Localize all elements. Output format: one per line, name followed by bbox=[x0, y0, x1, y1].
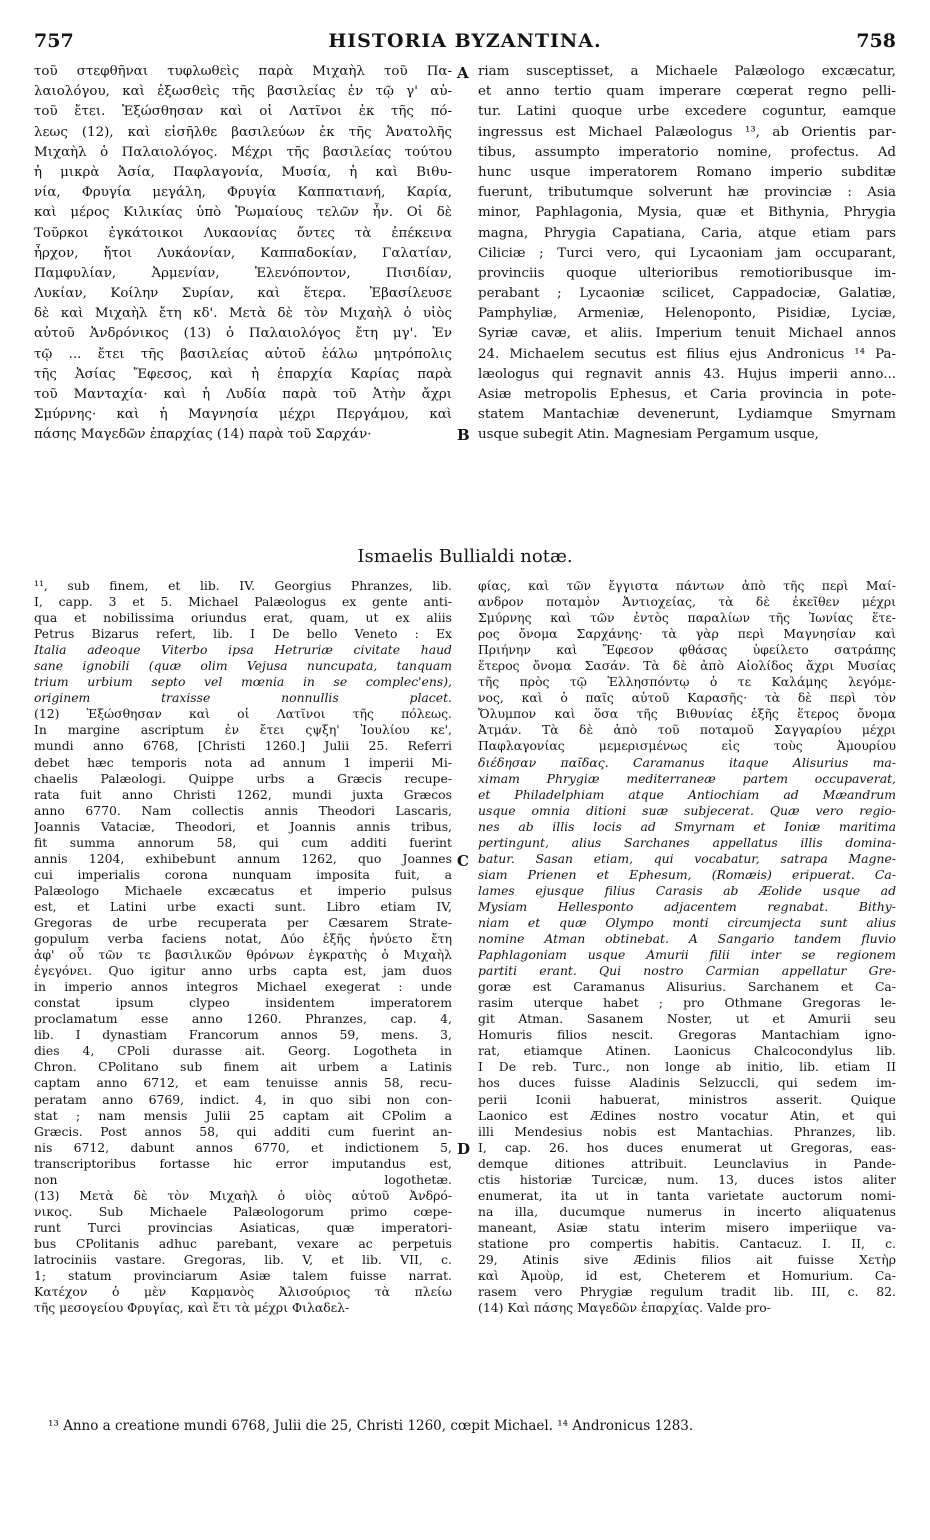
note-line: siam Prienen et Ephesum, (Romæis) eripuerat. Ca- bbox=[478, 866, 896, 882]
note-line: debet hæc temporis nota ad annum 1 imperii Mi- bbox=[34, 754, 452, 770]
latin-text-line: magna, Phrygia Capatiana, Caria, atque etiam pars bbox=[478, 225, 896, 241]
note-line: 1; statum provinciarum Asiæ talem fuisse narrat. bbox=[34, 1268, 452, 1284]
note-line: constat ipsum clypeo insidentem imperatorem bbox=[34, 995, 452, 1011]
note-line: enumerat, ita ut in tanta varietate auctorum nomi- bbox=[478, 1187, 896, 1203]
note-line: ¹¹, sub finem, et lib. IV. Georgius Phranzes, lib. bbox=[34, 578, 452, 593]
latin-text-line: perabant ; Lycaoniæ scilicet, Cappadociæ, Galatiæ, bbox=[478, 286, 896, 302]
margin-marker-d: D bbox=[457, 1140, 471, 1158]
note-line: niam et quæ Olympo monti circumjecta sunt alius bbox=[478, 914, 896, 930]
note-line: et Philadelphiam atque Antiochiam ad Mæandrum bbox=[478, 786, 896, 802]
greek-text-line: λεως (12), καὶ εἰσῆλθε βασιλεύων ἐκ τῆς Ἀνατολῆς bbox=[34, 124, 452, 140]
latin-text-line: Pamphyliæ, Armeniæ, Helenoponto, Pisidiæ, Lyciæ, bbox=[478, 306, 896, 322]
latin-text-line: Syriæ cavæ, et aliis. Imperium tenuit Michael annos bbox=[478, 326, 896, 342]
note-line: in imperio annos integros Michael exegerat : unde bbox=[34, 979, 452, 995]
note-line: Homuris filios nescit. Gregoras Mantachiam igno- bbox=[478, 1027, 896, 1043]
note-line: partiti erant. Qui nostro Carmian appellatur Gre- bbox=[478, 963, 896, 979]
note-line: νικος. Sub Michaele Palæologorum primo cœpe- bbox=[34, 1203, 452, 1219]
note-line: maneant, Asiæ statu interim misero imperiique va- bbox=[478, 1219, 896, 1235]
note-line: Ὄλυμπον καὶ ὅσα τῆς Βιθυνίας ἑξῆς ἕτερος ὄνομα bbox=[478, 706, 896, 722]
note-line: Παφλαγονίας μεμερισμένως εἰς τοὺς Ἀμουρίου bbox=[478, 738, 896, 754]
greek-text-line: καὶ μέρος Κιλικίας ὑπὸ Ῥωμαίους τελῶν ἦν. Οἱ δὲ bbox=[34, 205, 452, 221]
note-line: demque ditiones attribuit. Leunclavius in Pande- bbox=[478, 1155, 896, 1171]
note-line: Mysiam Hellesponto adjacentem regnabat. Bithy- bbox=[478, 898, 896, 914]
latin-text-line: usque subegit Atin. Magnesiam Pergamum usque, bbox=[478, 427, 819, 443]
greek-text-line: δὲ καὶ Μιχαὴλ ἔτη κδ'. Μετὰ δὲ τὸν Μιχαὴλ ὁ υἱὸς bbox=[34, 306, 452, 322]
note-line: Paphlagoniam usque Amurii filii inter se regionem bbox=[478, 947, 896, 963]
note-line: proclamatum esse anno 1260. Phranzes, cap. 4, bbox=[34, 1011, 452, 1027]
note-line: originem traxisse nonnullis placet. bbox=[34, 690, 452, 706]
note-line: rat, etiamque Atinen. Laonicus Chalcocondylus lib. bbox=[478, 1043, 896, 1059]
note-line: Σμύρνης καὶ τῶν ἐντὸς παραλίων τῆς Ἰωνίας ἕτε- bbox=[478, 610, 896, 626]
note-line: τῆς μεσογείου Φρυγίας, καὶ ἔτι τὰ μέχρι Φιλαδελ- bbox=[34, 1300, 350, 1316]
note-line: ximam Phrygiæ mediterraneæ partem occupaverat, bbox=[478, 770, 896, 786]
notes-right-column bbox=[478, 578, 896, 1316]
latin-text-line: statem Mantachiæ devenerunt, Lydiamque Smyrnam bbox=[478, 407, 896, 423]
note-line: qua et nobilissima oriundus erat, quam, ut ex aliis bbox=[34, 610, 452, 626]
note-line: dies 4, CPoli durasse ait. Georg. Logotheta in bbox=[34, 1043, 452, 1059]
latin-text-line: riam susceptisset, a Michaele Palæologo excæcatur, bbox=[478, 64, 896, 79]
note-line: goræ est Caramanus Alisurius. Sarchanem et Ca- bbox=[478, 979, 896, 995]
note-line: perii Iconii habuerat, ministros asserit. Quique bbox=[478, 1091, 896, 1107]
greek-text-line: ἡ μικρὰ Ἀσία, Παφλαγονία, Μυσία, ἡ καὶ Βιθυ- bbox=[34, 164, 452, 180]
note-line: Palæologo Michaele excæcatus et imperio pulsus bbox=[34, 882, 452, 898]
greek-text-line: Σμύρνης· καὶ ἡ Μαγνησία μέχρι Περγάμου, καὶ bbox=[34, 407, 452, 423]
note-line: trium urbium septo vel mœnia in se complec'ens), bbox=[34, 674, 452, 690]
latin-text-line: læologus qui regnavit annis 43. Hujus imperii anno... bbox=[478, 366, 896, 382]
note-line: latrociniis vastare. Gregoras, lib. V, et lib. VII, c. bbox=[34, 1251, 452, 1267]
margin-marker-a: A bbox=[457, 64, 469, 82]
notes-left-column bbox=[34, 578, 452, 1316]
note-line: hos duces fuisse Aladinis Selzuccli, qui sedem im- bbox=[478, 1075, 896, 1091]
note-line: stat ; nam mensis Julii 25 captam ait CPolim a bbox=[34, 1107, 452, 1123]
latin-text-line: tibus, assumpto imperatorio nomine, profectus. Ad bbox=[478, 144, 896, 160]
note-line: lames ejusque filius Carasis ab Æolide usque ad bbox=[478, 882, 896, 898]
note-line: sane ignobili (quæ olim Vejusa nuncupata, tanquam bbox=[34, 658, 452, 674]
greek-text-column bbox=[34, 62, 452, 446]
latin-text-line: tur. Latini quoque urbe excedere coguntur, eamque bbox=[478, 104, 896, 120]
note-line: non logothetæ. bbox=[34, 1171, 452, 1187]
note-line: nis 6712, dabunt annos 6770, et indictionem 5, bbox=[34, 1139, 452, 1155]
greek-text-line: τῆς Ἀσίας Ἔφεσος, καὶ ἡ ἐπαρχία Καρίας παρὰ bbox=[34, 366, 452, 382]
greek-text-line: Τοῦρκοι ἐγκάτοικοι Λυκαονίας ὄντες τὰ ἐπέκεινα bbox=[34, 225, 452, 241]
latin-text-line: minor, Paphlagonia, Mysia, quæ et Bithynia, Phrygia bbox=[478, 205, 896, 221]
note-line: Ἀτμάν. Τὰ δὲ ἀπὸ τοῦ ποταμοῦ Σαγγαρίου μέχρι bbox=[478, 722, 896, 738]
note-line: anno 6770. Nam collectis annis Theodori Lascaris, bbox=[34, 802, 452, 818]
note-line: na illa, ducumque numerus in incerto aliquatenus bbox=[478, 1203, 896, 1219]
note-line: (12) Ἐξώσθησαν καὶ οἱ Λατῖνοι τῆς πόλεως. bbox=[34, 706, 452, 722]
page-number-right: 758 bbox=[856, 30, 896, 52]
note-line: rasim uterque habet ; pro Othmane Gregoras le- bbox=[478, 995, 896, 1011]
greek-text-line: Παμφυλίαν, Ἀρμενίαν, Ἑλενόποντον, Πισιδίαν, bbox=[34, 265, 452, 281]
latin-text-line: hunc usque imperatorem Romano imperio subditæ bbox=[478, 164, 896, 180]
note-line: 29, Atinis sive Ædinis filios ait fuisse Χετὴρ bbox=[478, 1251, 896, 1267]
note-line: Italia adeoque Viterbo ipsa Hetruriæ civitate haud bbox=[34, 642, 452, 658]
note-line: Chron. CPolitano sub finem ait urbem a Latinis bbox=[34, 1059, 452, 1075]
note-line: τῆς πρὸς τῷ Ἑλλησπόντῳ ὁ τε Καλάμης λεγόμε- bbox=[478, 674, 896, 690]
note-line: Gregoras de urbe recuperata per Cæsarem Strate- bbox=[34, 914, 452, 930]
greek-text-line: πάσης Μαγεδῶν ἐπαρχίας (14) παρὰ τοῦ Σαρχάν· bbox=[34, 427, 372, 443]
note-line: ρος ὄνομα Σαρχάνης· τὰ γὰρ περὶ Μαγνησίαν καὶ bbox=[478, 626, 896, 642]
note-line: batur. Sasan etiam, qui vocabatur, satrapa Magne- bbox=[478, 850, 896, 866]
page-header bbox=[34, 30, 896, 56]
note-line: bus CPolitanis adhuc parebant, vexare ac perpetuis bbox=[34, 1235, 452, 1251]
note-line: pertingunt, alius Sarchanes appellatus illis domina- bbox=[478, 834, 896, 850]
note-line: peratam anno 6769, indict. 4, in quo sibi non con- bbox=[34, 1091, 452, 1107]
note-line: I, capp. 3 et 5. Michael Palæologus ex gente anti- bbox=[34, 594, 452, 610]
greek-text-line: Μιχαὴλ ὁ Παλαιολόγος. Μέχρι τῆς βασιλείας τούτου bbox=[34, 144, 452, 160]
note-line: ctis historiæ Turcicæ, num. 13, duces istos aliter bbox=[478, 1171, 896, 1187]
greek-text-line: Λυκίαν, Κοίλην Συρίαν, καὶ ἕτερα. Ἐβασίλευσε bbox=[34, 286, 452, 302]
note-line: est, et Latini urbe exacti sunt. Libro etiam IV, bbox=[34, 898, 452, 914]
greek-text-line: αὐτοῦ Ἀνδρόνικος (13) ὁ Παλαιολόγος ἔτη μγ'. Ἐν bbox=[34, 326, 452, 342]
note-line: ἐγεγόνει. Quo igitur anno urbs capta est, jam duos bbox=[34, 963, 452, 979]
note-line: I De reb. Turc., non longe ab initio, lib. etiam II bbox=[478, 1059, 896, 1075]
note-line: φίας, καὶ τῶν ἔγγιστα πάντων ἀπὸ τῆς περὶ Μαί- bbox=[478, 578, 896, 593]
note-line: captam anno 6712, et eam tenuisse annis 58, recu- bbox=[34, 1075, 452, 1091]
note-line: Joannis Vataciæ, Theodori, et Joannis annis tribus, bbox=[34, 818, 452, 834]
latin-text-line: ingressus est Michael Palæologus ¹³, ab Orientis par- bbox=[478, 124, 896, 140]
note-line: (13) Μετὰ δὲ τὸν Μιχαὴλ ὁ υἱὸς αὐτοῦ Ἀνδρό- bbox=[34, 1187, 452, 1203]
note-line: Κατέχον ὁ μὲν Καρμανὸς Ἀλισούριος τὰ πλείω bbox=[34, 1284, 452, 1300]
margin-marker-c: C bbox=[457, 852, 469, 870]
latin-text-line: Ciliciæ ; Turci vero, qui Lycaoniam jam occuparant, bbox=[478, 245, 896, 261]
note-line: runt Turci provincias Asiaticas, quæ imperatori- bbox=[34, 1219, 452, 1235]
note-line: fit summa annorum 58, qui cum additi fuerint bbox=[34, 834, 452, 850]
note-line: I, cap. 26. hos duces enumerat ut Gregoras, eas- bbox=[478, 1139, 896, 1155]
note-line: νος, καὶ ὁ παῖς αὐτοῦ Καρασῆς· τὰ δὲ περὶ τὸν bbox=[478, 690, 896, 706]
note-line: Laonico est Ædines nostro vocatur Atin, et qui bbox=[478, 1107, 896, 1123]
page-number-left: 757 bbox=[34, 30, 74, 52]
note-line: rasem vero Phrygiæ regulum tradit lib. III, c. 82. bbox=[478, 1284, 896, 1300]
greek-text-line: λαιολόγου, καὶ ἐξωσθεὶς τῆς βασιλείας ἐν τῷ γ' αὐ- bbox=[34, 84, 452, 100]
note-line: lib. I dynastiam Francorum annos 59, mens. 3, bbox=[34, 1027, 452, 1043]
note-line: Πριήνην καὶ Ἔφεσον φθάσας ὑφείλετο σατράπης bbox=[478, 642, 896, 658]
note-line: git Atman. Sasanem Noster, ut et Amurii seu bbox=[478, 1011, 896, 1027]
note-line: gopulum verba faciens notat, Δύο ἑξῆς ἠνύετο ἔτη bbox=[34, 931, 452, 947]
note-line: transcriptoribus fortasse hic error imputandus est, bbox=[34, 1155, 452, 1171]
latin-text-column bbox=[478, 62, 896, 446]
greek-text-line: ἦρχον, ἤτοι Λυκάονίαν, Καππαδοκίαν, Γαλατίαν, bbox=[34, 245, 452, 261]
note-line: illi Mendesius nobis est Mantachias. Phranzes, lib. bbox=[478, 1123, 896, 1139]
latin-text-line: et anno tertio quam imperare cœperat regno pelli- bbox=[478, 84, 896, 100]
running-title: HISTORIA BYZANTINA. bbox=[328, 30, 602, 52]
note-line: Græcis. Post annos 58, qui additi cum fuerint an- bbox=[34, 1123, 452, 1139]
latin-text-line: Asiæ metropolis Ephesus, et Caria provincia in pote- bbox=[478, 387, 896, 402]
note-line: annis 1204, exhibebunt annum 1262, quo Joannes bbox=[34, 850, 452, 866]
note-line: (14) Καὶ πάσης Μαγεδῶν ἐπαρχίας. Valde pro- bbox=[478, 1300, 771, 1316]
note-line: In margine ascriptum ἐν ἔτει ςψξη' Ἰουλίου κε', bbox=[34, 722, 452, 738]
note-line: ἕτερος ὄνομα Σασάν. Τὰ δὲ ἀπὸ Αἰολίδος ἄχρι Μυσίας bbox=[478, 658, 896, 674]
note-line: ανδρον ποταμὸν Ἀντιοχείας, τὰ δὲ ἐκεῖθεν μέχρι bbox=[478, 594, 896, 610]
note-line: statione pro compertis habitis. Cantacuz. I. II, c. bbox=[478, 1235, 896, 1251]
greek-text-line: νία, Φρυγία μεγάλη, Φρυγία Καππατιανή, Καρία, bbox=[34, 185, 452, 201]
note-line: καὶ Ἀμοὺρ, id est, Cheterem et Homurium. Ca- bbox=[478, 1268, 896, 1284]
note-line: usque omnia ditioni suæ subjecerat. Quæ vero regio- bbox=[478, 802, 896, 818]
greek-text-line: τοῦ στεφθῆναι τυφλωθεὶς παρὰ Μιχαὴλ τοῦ Πα- bbox=[34, 64, 452, 79]
latin-text-line: fuerunt, tributumque solverunt hæ provinciæ : Asia bbox=[478, 185, 896, 201]
greek-text-line: τοῦ ἔτει. Ἐξώσθησαν καὶ οἱ Λατῖνοι ἐκ τῆς πό- bbox=[34, 104, 452, 120]
note-line: cui imperialis corona nunquam imposita fuit, a bbox=[34, 866, 452, 882]
notes-heading: Ismaelis Bullialdi notæ. bbox=[357, 546, 573, 567]
note-line: rata fuit anno Christi 1262, mundi juxta Græcos bbox=[34, 786, 452, 802]
note-line: διέδησαν παῖδας. Caramanus itaque Alisurius ma- bbox=[478, 754, 896, 770]
note-line: nomine Atman obtinebat. A Sangario tandem fluvio bbox=[478, 931, 896, 947]
greek-text-line: τῷ ... ἔτει τῆς βασιλείας αὐτοῦ ἑάλω μητρόπολις bbox=[34, 346, 452, 362]
note-line: Petrus Bizarus refert, lib. I De bello Veneto : Ex bbox=[34, 626, 452, 642]
note-line: chaelis Palæologi. Quippe urbs a Græcis recupe- bbox=[34, 770, 452, 786]
latin-text-line: 24. Michaelem secutus est filius ejus Andronicus ¹⁴ Pa- bbox=[478, 346, 896, 362]
margin-marker-b: B bbox=[457, 426, 470, 444]
greek-text-line: τοῦ Μανταχία· καὶ ἡ Λυδία παρὰ τοῦ Ἀτὴν ἄχρι bbox=[34, 387, 452, 402]
note-line: ἀφ' οὗ τῶν τε βασιλικῶν θρόνων ἐγκρατὴς ὁ Μιχαὴλ bbox=[34, 947, 452, 963]
footnotes: ¹³ Anno a creatione mundi 6768, Julii die 25, Christi 1260, cœpit Michael. ¹⁴ Andronicus 1283. bbox=[48, 1418, 694, 1434]
latin-text-line: provinciis quoque ulterioribus remotioribusque im- bbox=[478, 265, 896, 281]
note-line: mundi anno 6768, [Christi 1260.] Julii 25. Referri bbox=[34, 738, 452, 754]
note-line: nes ab illis locis ad Smyrnam et Ioniæ maritima bbox=[478, 818, 896, 834]
